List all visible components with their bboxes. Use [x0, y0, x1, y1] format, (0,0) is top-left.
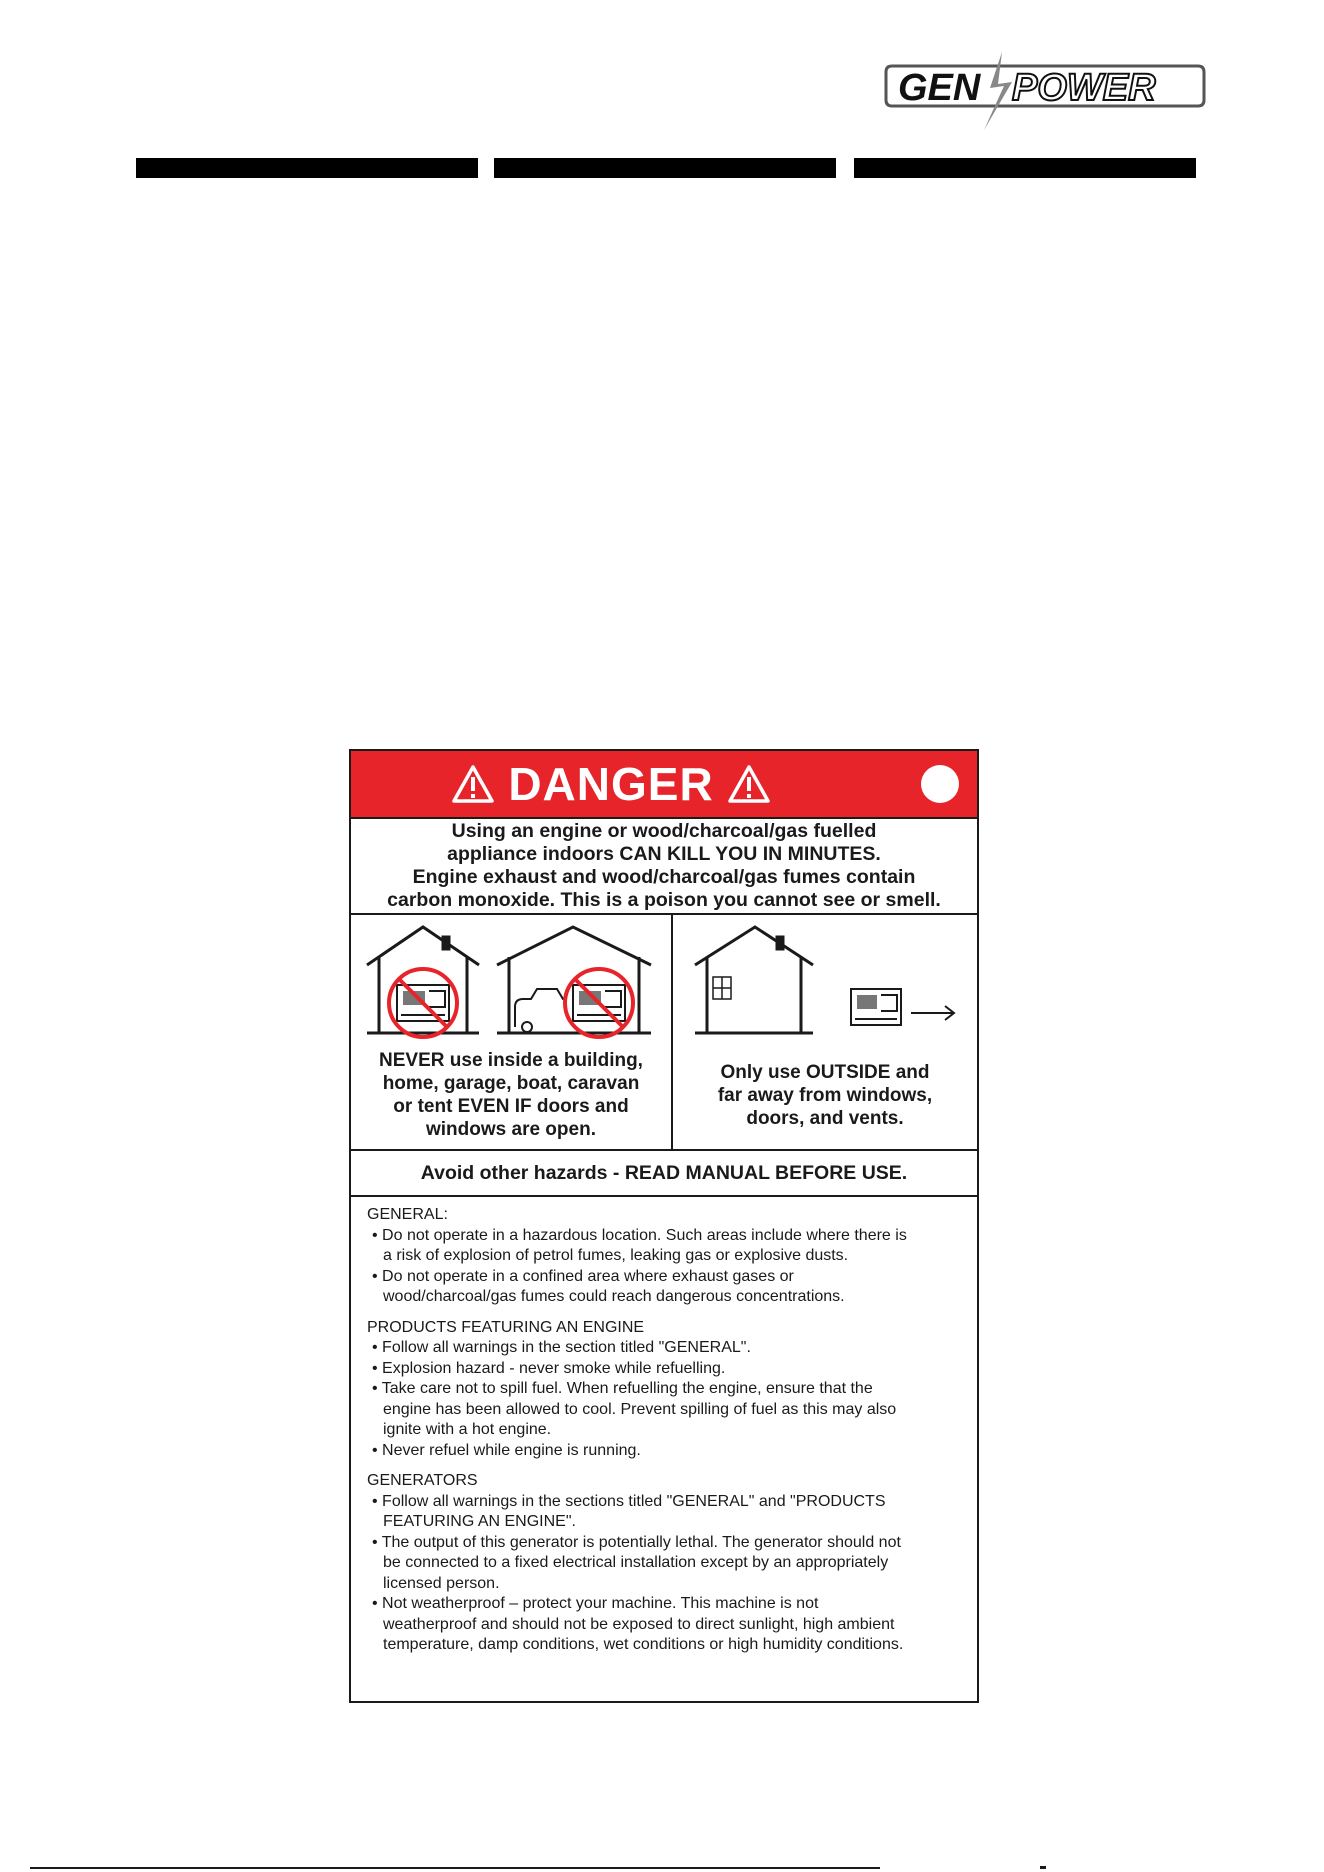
list-item: • The output of this generator is potentially lethal. The generator should not be connected to a fixed electrical installation except by an appropriately licensed person.: [372, 1533, 901, 1592]
indoor-prohibited-illustration: [351, 915, 671, 1045]
circle-mark: [921, 765, 959, 803]
warning-triangle-icon: [452, 764, 494, 804]
logo-text-power: POWER: [1012, 67, 1156, 109]
list-item: • Never refuel while engine is running.: [372, 1441, 641, 1459]
header-bar-2: [494, 158, 836, 178]
logo-text-gen: GEN: [898, 67, 981, 109]
footer-mark: [1040, 1866, 1046, 1869]
list-item: • Do not operate in a hazardous location. Such areas include where there is a risk of explosion of petrol fumes, leaking gas or explosive dusts.: [372, 1226, 907, 1264]
footer-rule: [30, 1867, 880, 1869]
section-title-generators: GENERATORS: [367, 1472, 478, 1489]
genpower-logo: [880, 52, 1210, 130]
list-item: • Not weatherproof – protect your machine. This machine is not weatherproof and should not be exposed to direct sunlight, high ambient temperature, damp conditions, wet conditions or high humidity conditions.: [372, 1595, 904, 1653]
list-item: • Follow all warnings in the sections titled "GENERAL" and "PRODUCTS FEATURING AN ENGINE".: [372, 1492, 886, 1530]
header-bar-1: [136, 158, 478, 178]
outside-only-panel: [673, 915, 977, 1149]
generator-icon: [851, 989, 901, 1025]
section-title-general: GENERAL:: [367, 1206, 448, 1223]
danger-header: [351, 751, 977, 817]
intro-text: Using an engine or wood/charcoal/gas fuelled appliance indoors CAN KILL YOU IN MINUTES. Engine exhaust and wood/charcoal/gas fumes contain carbon monoxide. This is a poison you cannot see or smell.: [387, 820, 941, 911]
list-item: • Explosion hazard - never smoke while refuelling.: [372, 1359, 726, 1377]
list-item: • Do not operate in a confined area where exhaust gases or wood/charcoal/gas fumes could reach dangerous concentrations.: [372, 1267, 845, 1305]
header-bar-3: [854, 158, 1196, 178]
outside-only-text: Only use OUTSIDE and far away from windows, doors, and vents.: [717, 1062, 933, 1129]
outdoor-use-illustration: [673, 915, 977, 1045]
never-indoors-text: NEVER use inside a building, home, garage, boat, caravan or tent EVEN IF doors and windows are open.: [379, 1050, 643, 1140]
lightning-bolt-icon: [984, 52, 1012, 130]
never-indoors-panel: [351, 915, 671, 1149]
safety-instructions: [367, 1205, 967, 1656]
warning-triangle-icon: [728, 764, 770, 804]
avoid-hazards-line: Avoid other hazards - READ MANUAL BEFORE USE.: [420, 1161, 908, 1184]
car-icon: [515, 989, 567, 1032]
section-title-engine: PRODUCTS FEATURING AN ENGINE: [367, 1318, 645, 1336]
danger-title: DANGER: [508, 758, 714, 810]
intro-warning: [351, 819, 977, 913]
arrow-right-icon: [911, 1006, 954, 1020]
list-item: • Follow all warnings in the section titled "GENERAL".: [372, 1339, 751, 1356]
list-item: • Take care not to spill fuel. When refuelling the engine, ensure that the engine has been allowed to cool. Prevent spilling of fuel as this may also ignite with a hot engine.: [372, 1380, 897, 1438]
danger-label: [349, 749, 979, 1703]
house-icon: [695, 927, 813, 1033]
divider: [351, 1195, 977, 1197]
